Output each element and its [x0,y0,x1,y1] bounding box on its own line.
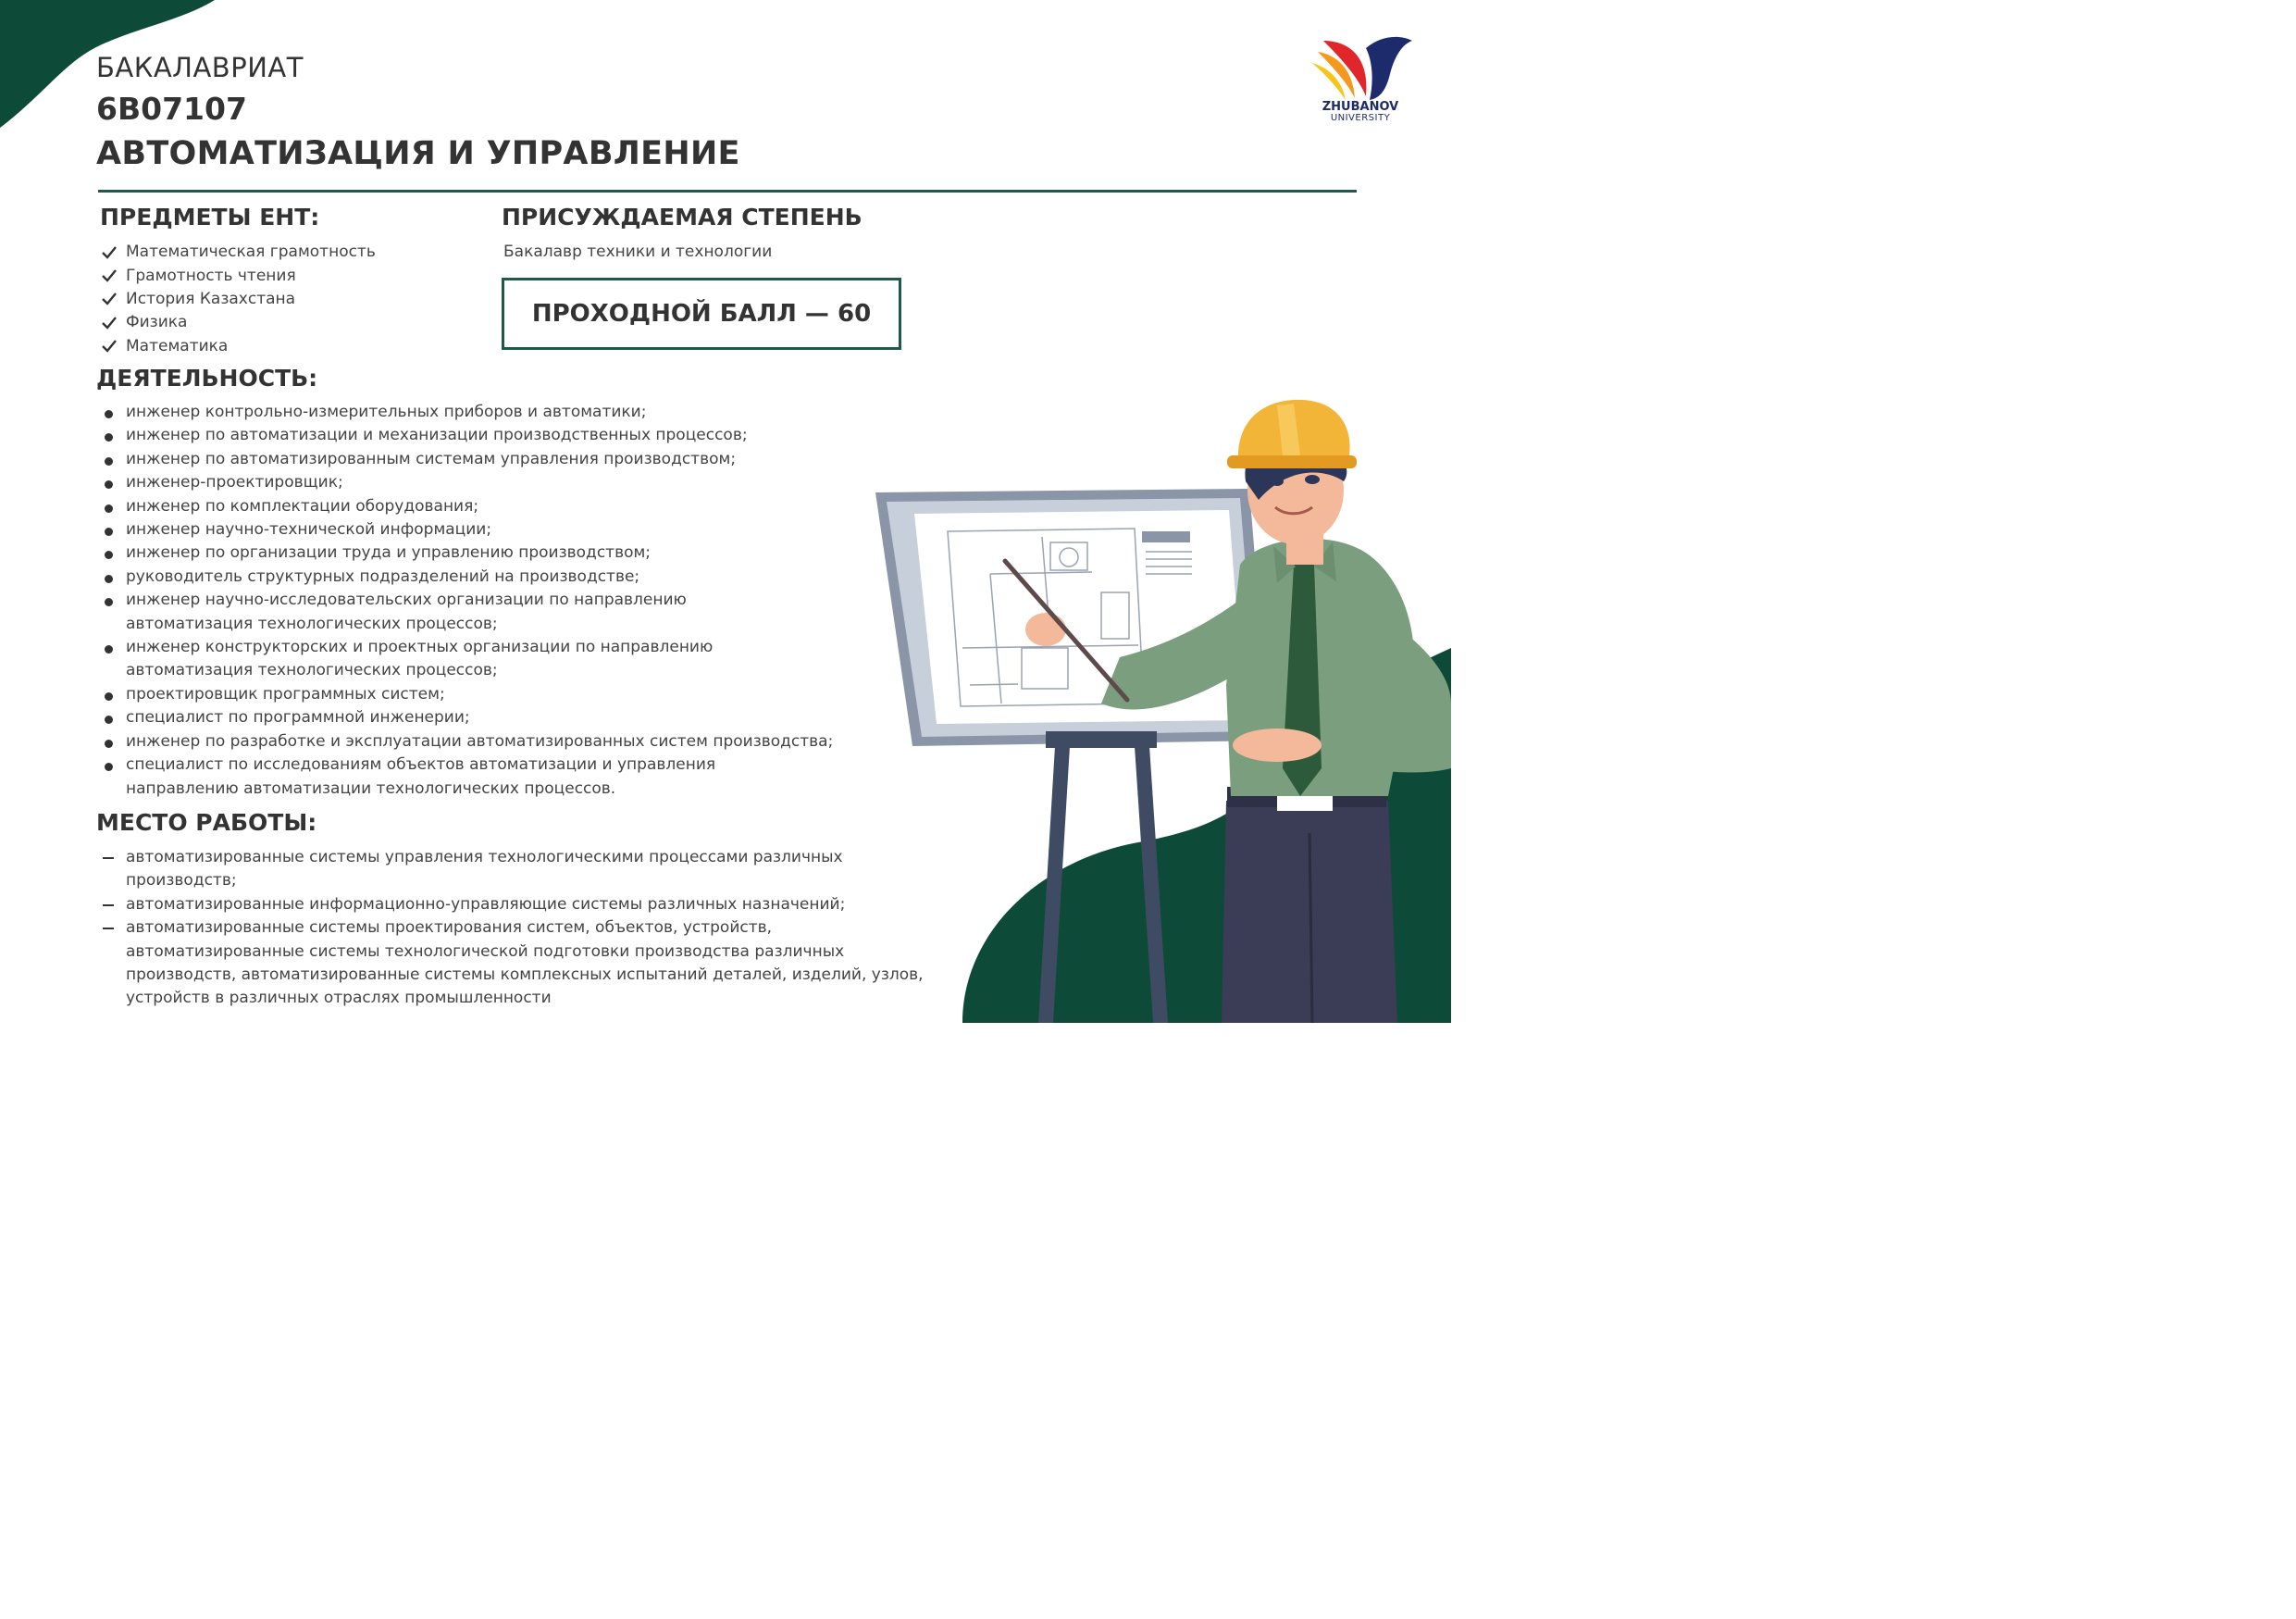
bullet-icon [105,598,113,606]
bullet-icon [105,575,113,583]
logo-subtitle: UNIVERSITY [1330,113,1391,123]
workplace-text: автоматизированные системы управления технологическими процессами различных производств; [126,848,843,890]
list-item [102,589,774,636]
activity-text: инженер-проектировщик; [126,473,343,492]
list-item [102,636,801,683]
bullet-icon [105,410,113,418]
ent-subject: Физика [126,313,188,332]
activity-text: инженер по разработке и эксплуатации автоматизированных систем производства; [126,731,834,751]
passing-score: ПРОХОДНОЙ БАЛЛ — 60 [531,300,872,328]
bullet-icon [105,716,113,724]
bullet-icon [105,433,113,442]
degree-text: Бакалавр техники и технологии [503,243,773,261]
list-item [102,846,944,893]
list-item [102,566,916,589]
activity-text: инженер по организации труда и управлению производством; [126,543,652,563]
activity-text: инженер по автоматизированным системам управления производством; [126,449,737,468]
check-icon [100,267,118,285]
bullet-icon [105,740,113,748]
bullet-icon [105,551,113,559]
list-item [102,542,916,565]
bullet-icon [105,645,113,654]
program-level: БАКАЛАВРИАТ [96,52,304,83]
dash-icon [103,904,114,906]
activity-list [102,401,916,801]
ent-subject: Грамотность чтения [126,266,296,285]
list-item [102,424,916,447]
list-item [102,730,916,753]
check-icon [100,314,118,332]
activity-text: инженер по комплектации оборудования; [126,496,479,516]
check-icon [100,337,118,355]
list-item [102,401,916,424]
bullet-icon [105,457,113,466]
bullet-icon [105,528,113,536]
ent-subject: История Казахстана [126,289,296,308]
list-item [100,241,376,264]
activity-text: инженер конструкторских и проектных организации по направлению автоматизация технологических процессов; [126,638,714,680]
logo-name: ZHUBANOV [1322,100,1399,114]
passing-score-box [502,278,901,350]
program-code: 6B07107 [96,91,247,127]
ent-subject: Математическая грамотность [126,243,376,262]
activity-text: инженер научно-технической информации; [126,520,492,540]
list-item [102,683,916,706]
list-item [100,288,376,311]
bullet-icon [105,763,113,771]
dash-icon [103,928,114,929]
list-item [102,518,916,542]
check-icon [100,290,118,308]
activity-text: инженер научно-исследовательских организации по направлению автоматизация технологических процессов; [126,591,687,633]
ent-heading: ПРЕДМЕТЫ ЕНТ: [100,204,320,230]
workplace-text: автоматизированные системы проектирования систем, объектов, устройств, автоматизированные системы технологической подготовки производства различных производств, автоматизированные системы комплексных испытаний деталей, изделий, узлов, устройств в различных отраслях промышленности [126,918,924,1008]
list-item [100,335,376,358]
ent-subject-list [100,241,376,358]
activity-text: руководитель структурных подразделений на производстве; [126,567,640,586]
dash-icon [103,857,114,859]
workplace-heading: МЕСТО РАБОТЫ: [96,809,317,836]
list-item [100,311,376,334]
list-item [102,471,916,494]
list-item [102,706,916,729]
workplace-text: автоматизированные информационно-управляющие системы различных назначений; [126,894,846,914]
workplace-list [102,846,944,1011]
activity-text: инженер по автоматизации и механизации производственных процессов; [126,426,748,445]
header-divider [98,190,1357,193]
activity-text: инженер контрольно-измерительных приборов и автоматики; [126,403,647,421]
bullet-icon [105,692,113,701]
check-icon [100,243,118,262]
bullet-icon [105,504,113,513]
activity-heading: ДЕЯТЕЛЬНОСТЬ: [96,365,318,392]
list-item [102,753,801,801]
activity-text: специалист по исследованиям объектов автоматизации и управления направлению автоматизации технологических процессов. [126,755,716,798]
activity-text: проектировщик программных систем; [126,684,445,704]
list-item [100,264,376,287]
list-item [102,893,944,916]
activity-text: специалист по программной инженерии; [126,708,470,728]
ent-subject: Математика [126,336,229,355]
list-item [102,495,916,518]
bullet-icon [105,480,113,489]
program-title: АВТОМАТИЗАЦИЯ И УПРАВЛЕНИЕ [96,135,740,172]
degree-heading: ПРИСУЖДАЕМАЯ СТЕПЕНЬ [502,204,863,230]
list-item [102,916,944,1011]
list-item [102,448,916,471]
